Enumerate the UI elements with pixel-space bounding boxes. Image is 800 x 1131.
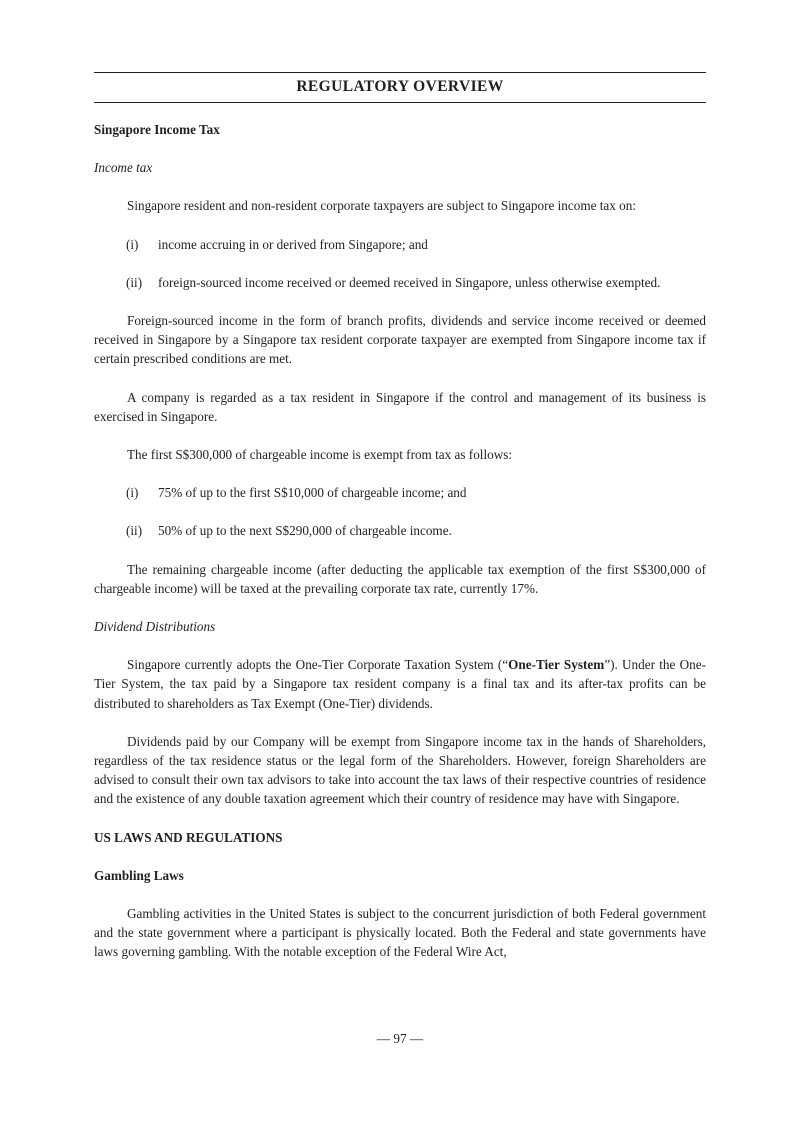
text-segment: Singapore currently adopts the One-Tier Corporate Taxation System (“ bbox=[127, 657, 509, 673]
list-item bbox=[94, 521, 706, 540]
list-item bbox=[94, 235, 706, 254]
paragraph: A company is regarded as a tax resident in Singapore if the control and management of its business is exercised in Singapore. bbox=[94, 389, 706, 424]
paragraph: Dividends paid by our Company will be exempt from Singapore income tax in the hands of Shareholders, regardless of the tax residence status or the legal form of the Shareholders. However, foreign Shareholders are advised to consult their own tax advisors to take into account the tax laws of their respective countries of residence and the existence of any double taxation agreement which their country of residence may have with Singapore. bbox=[94, 733, 706, 807]
section-heading-us-laws: US LAWS AND REGULATIONS bbox=[94, 829, 283, 845]
list-number: (ii) bbox=[126, 274, 143, 290]
list-number: (i) bbox=[126, 485, 139, 501]
defined-term: One-Tier System bbox=[508, 657, 605, 673]
list-text: income accruing in or derived from Singapore; and bbox=[158, 236, 428, 252]
list-text: 50% of up to the next S$290,000 of chargeable income. bbox=[158, 523, 452, 539]
list-text: foreign-sourced income received or deemed received in Singapore, unless otherwise exempted. bbox=[158, 274, 661, 290]
page-number: — 97 — bbox=[376, 1031, 424, 1046]
list-number: (ii) bbox=[126, 523, 143, 539]
page-content bbox=[94, 120, 706, 981]
section-heading-singapore-income-tax: Singapore Income Tax bbox=[94, 122, 220, 137]
subheading-income-tax: Income tax bbox=[94, 160, 153, 176]
list-number: (i) bbox=[126, 236, 139, 252]
header-rule-top bbox=[94, 72, 706, 73]
page-header-title: REGULATORY OVERVIEW bbox=[296, 78, 504, 95]
list-item bbox=[94, 273, 706, 292]
paragraph: Foreign-sourced income in the form of branch profits, dividends and service income received or deemed received in Singapore by a Singapore tax resident corporate taxpayer are exempted from Singapore income tax if certain prescribed conditions are met. bbox=[94, 313, 706, 367]
subheading-dividend-distributions: Dividend Distributions bbox=[94, 619, 216, 635]
list-text: 75% of up to the first S$10,000 of chargeable income; and bbox=[158, 485, 467, 501]
paragraph: Singapore resident and non-resident corporate taxpayers are subject to Singapore income tax on: bbox=[127, 198, 637, 214]
paragraph: Gambling activities in the United States is subject to the concurrent jurisdiction of both Federal government and the state government where a participant is physically located. Both the Federal and state governments have laws governing gambling. With the notable exception of the Federal Wire Act, bbox=[94, 906, 706, 960]
paragraph: The first S$300,000 of chargeable income is exempt from tax as follows: bbox=[127, 447, 513, 463]
paragraph: The remaining chargeable income (after deducting the applicable tax exemption of the first S$300,000 of chargeable income) will be taxed at the prevailing corporate tax rate, currently 17%. bbox=[94, 561, 706, 596]
list-item bbox=[94, 483, 706, 502]
header-rule-bottom bbox=[94, 102, 706, 103]
paragraph-one-tier-system bbox=[94, 655, 706, 713]
subheading-gambling-laws: Gambling Laws bbox=[94, 867, 184, 883]
text-segment: ”). Under the One-Tier System, the tax paid by a Singapore tax resident company is a final tax and its after-tax profits can be distributed to shareholders as Tax Exempt (One-Tier) dividends. bbox=[94, 657, 706, 711]
